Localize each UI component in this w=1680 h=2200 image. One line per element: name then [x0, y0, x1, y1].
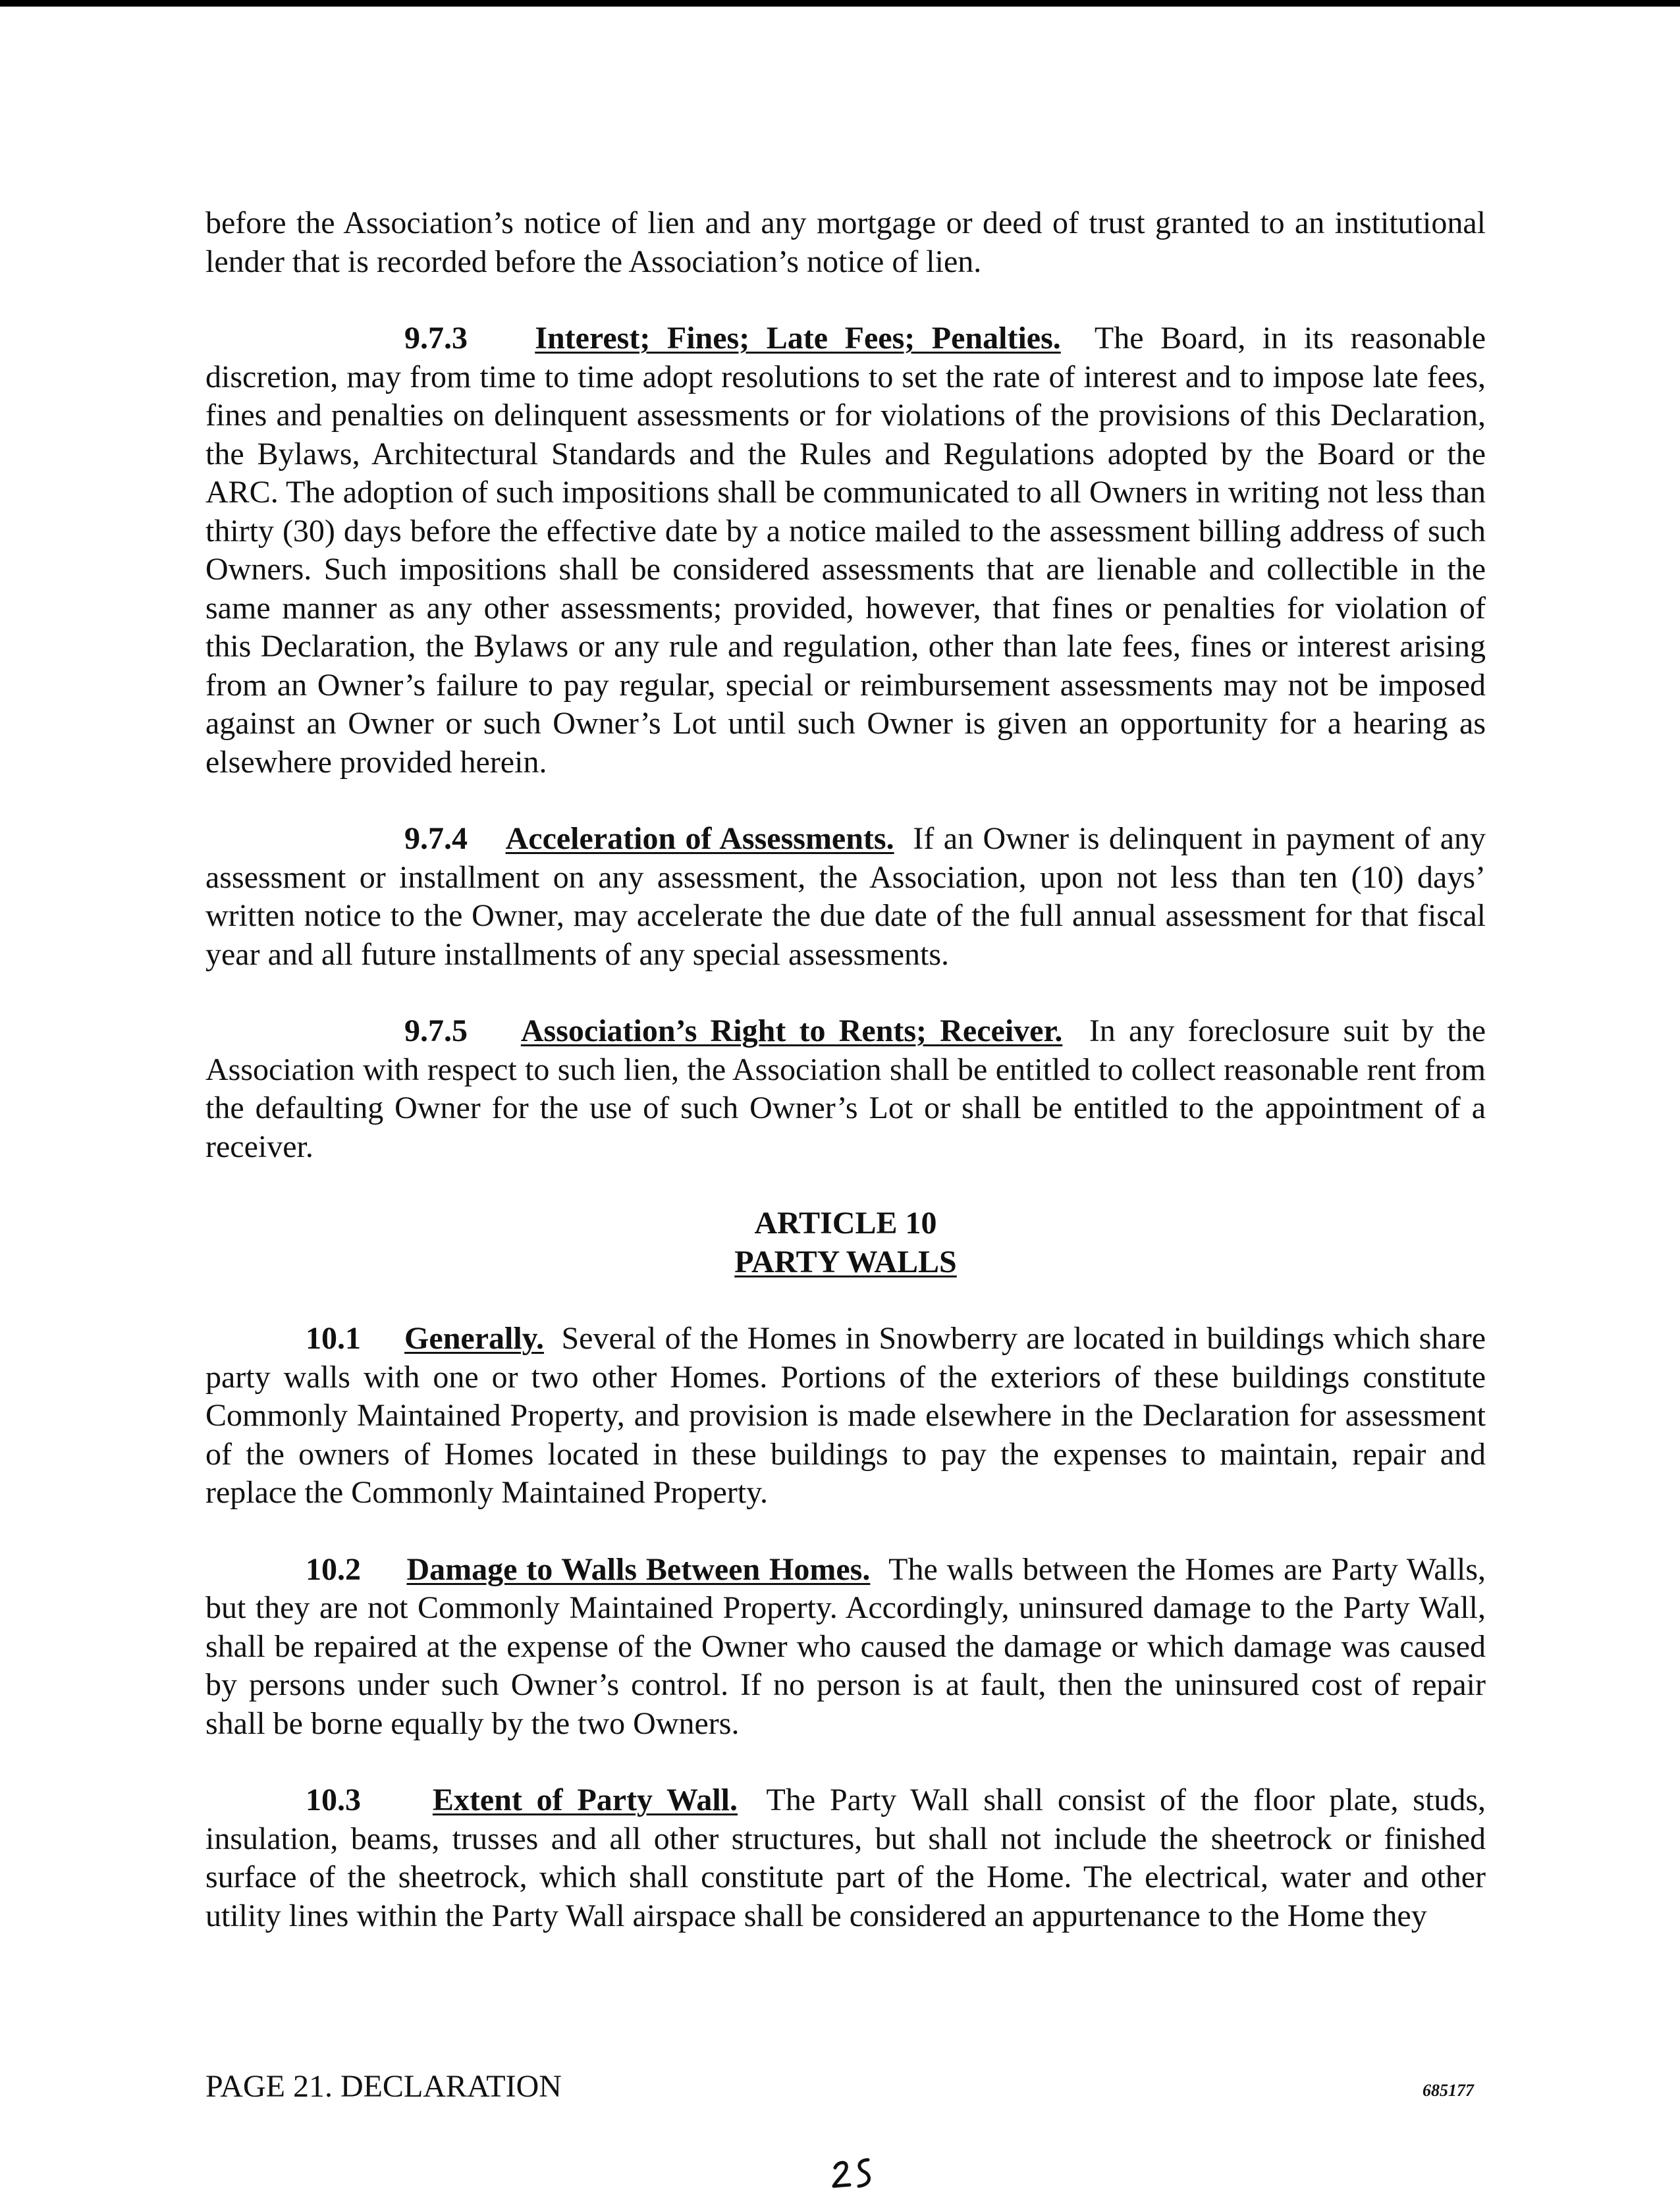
section-heading: Association’s Right to Rents; Receiver. — [520, 1013, 1063, 1048]
section-number: 10.3 — [306, 1783, 361, 1817]
section-text: Several of the Homes in Snowberry are located in buildings which share party walls with one or two other Homes. Portions of the exteriors of these buildings constitute Commonly Maintained Property, and provision is made elsewhere in the Declaration for assessment of the owners of Homes located in these buildings to pay the expenses to maintain, repair and replace the Commonly Maintained Property. — [205, 1321, 1486, 1510]
section-text: If an Owner is delinquent in payment of any assessment or installment on any assessment, the Association, upon not less than ten (10) days’ written notice to the Owner, may accelerate the due date of the full annual assessment for that fiscal year and all future installments of any special assessments. — [205, 821, 1486, 972]
document-body — [205, 204, 1486, 1935]
section-text: In any foreclosure suit by the Association with respect to such lien, the Association shall be entitled to collect reasonable rent from the defaulting Owner for the use of such Owner’s Lot or shall be entitled to the appointment of a receiver. — [205, 1013, 1486, 1164]
handwritten-page-mark — [830, 2153, 882, 2196]
section-10-1 — [205, 1320, 1486, 1513]
document-number: 685177 — [1423, 2081, 1474, 2100]
article-heading — [205, 1204, 1486, 1281]
section-number: 9.7.3 — [404, 321, 468, 356]
article-title: ARTICLE 10 — [754, 1206, 937, 1241]
article-subtitle: PARTY WALLS — [734, 1244, 957, 1279]
section-text: The Party Wall shall consist of the floor plate, studs, insulation, beams, trusses and all other structures, but shall not include the sheetrock or finished surface of the sheetrock, which shall constitute part of the Home. The electrical, water and other utility lines within the Party Wall airspace shall be considered an appurtenance to the Home they — [205, 1783, 1486, 1933]
section-heading: Extent of Party Wall. — [432, 1783, 738, 1817]
section-number: 10.1 — [306, 1321, 361, 1356]
page-footer-label: PAGE 21. DECLARATION — [205, 2069, 562, 2104]
intro-paragraph: before the Association’s notice of lien and any mortgage or deed of trust granted to an institutional lender that is recorded before the Association’s notice of lien. — [205, 205, 1486, 279]
section-heading: Damage to Walls Between Homes. — [406, 1551, 871, 1587]
section-heading: Generally. — [404, 1321, 545, 1356]
section-number: 9.7.5 — [404, 1013, 468, 1048]
scan-top-border — [0, 0, 1680, 7]
section-heading: Interest; Fines; Late Fees; Penalties. — [535, 321, 1061, 356]
section-10-3 — [205, 1781, 1486, 1935]
section-heading: Acceleration of Assessments. — [505, 821, 894, 856]
section-number: 9.7.4 — [404, 821, 468, 856]
section-10-2 — [205, 1551, 1486, 1744]
section-9-7-4 — [205, 820, 1486, 974]
section-number: 10.2 — [306, 1551, 361, 1587]
section-9-7-3 — [205, 319, 1486, 782]
section-text: The Board, in its reasonable discretion, may from time to time adopt resolutions to set the rate of interest and to impose late fees, fines and penalties on delinquent assessments or for violations of the provisions of this Declaration, the Bylaws, Architectural Standards and the Rules and Regulations adopted by the Board or the ARC. The adoption of such impositions shall be communicated to all Owners in writing not less than thirty (30) days before the effective date by a notice mailed to the assessment billing address of such Owners. Such impositions shall be considered assessments that are lienable and collectible in the same manner as any other assessments; provided, however, that fines or penalties for violation of this Declaration, the Bylaws or any rule and regulation, other than late fees, fines or interest arising from an Owner’s failure to pay regular, special or reimbursement assessments may not be imposed against an Owner or such Owner’s Lot until such Owner is given an opportunity for a hearing as elsewhere provided herein. — [205, 321, 1486, 780]
section-text: The walls between the Homes are Party Walls, but they are not Commonly Maintained Property. Accordingly, uninsured damage to the Party Wall, shall be repaired at the expense of the Owner who caused the damage or which damage was caused by persons under such Owner’s control. If no person is at fault, then the uninsured cost of repair shall be borne equally by the two Owners. — [205, 1551, 1486, 1741]
section-9-7-5 — [205, 1012, 1486, 1166]
handwritten-mark-drawing — [830, 2153, 882, 2193]
